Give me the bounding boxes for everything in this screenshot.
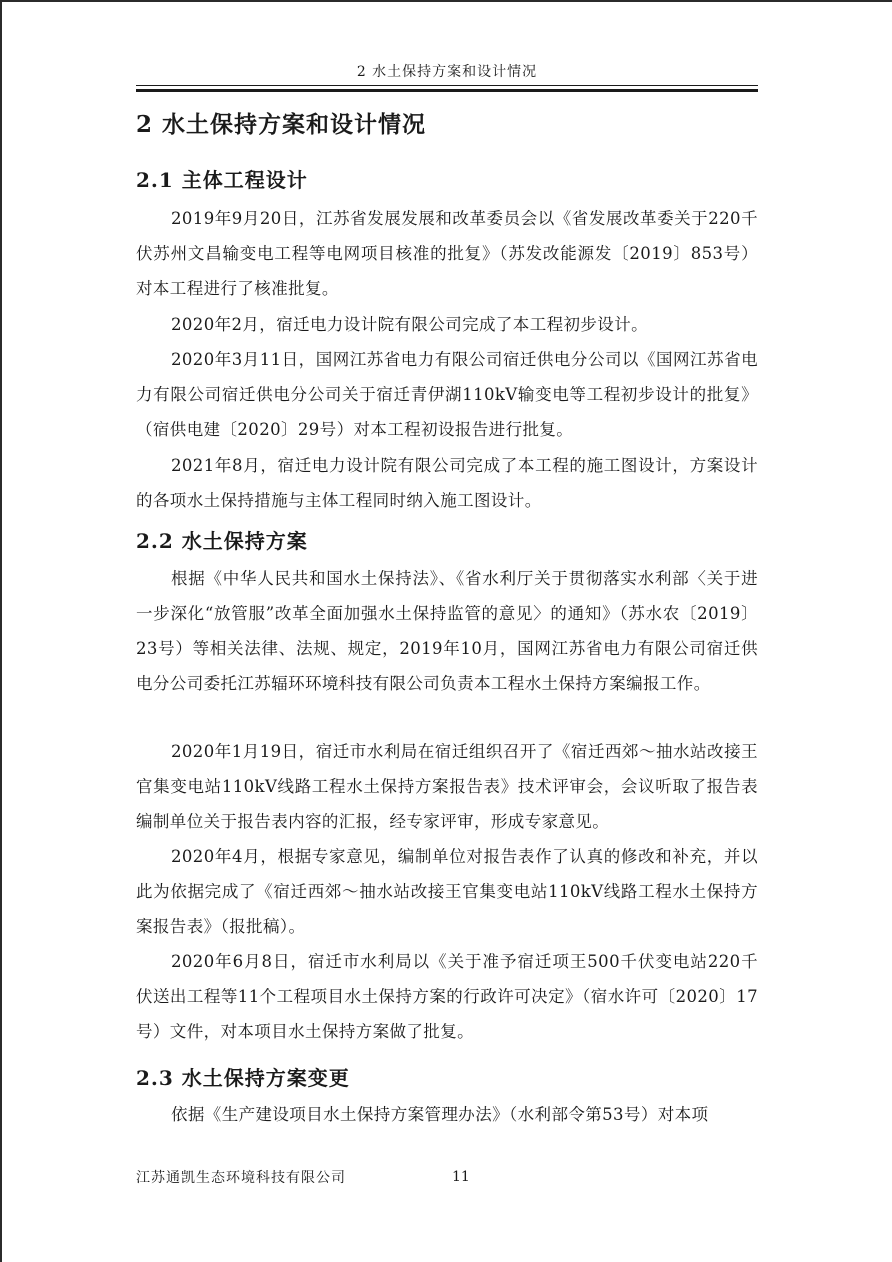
- paragraph: 2019年9月20日，江苏省发展发展和改革委员会以《省发展改革委关于220千伏苏州文昌输变电工程等电网项目核准的批复》（苏发改能源发〔2019〕853号）对本工程进行了核准批复。: [136, 209, 758, 298]
- header-rule-thick: [136, 89, 758, 92]
- paragraph: 根据《中华人民共和国水土保持法》、《省水利厅关于贯彻落实水利部〈关于进一步深化“放管服”改革全面加强水土保持监管的意见〉的通知》（苏水农〔2019〕23号）等相关法律、法规、规定，2019年10月，国网江苏省电力有限公司宿迁供电分公司委托江苏辐环环境科技有限公司负责本工程水土保持方案编报工作。: [136, 569, 758, 693]
- footer-company: 江苏通凯生态环境科技有限公司: [136, 1170, 346, 1186]
- section-heading-2-1: 2.1 主体工程设计: [136, 168, 308, 192]
- paragraph: 2021年8月，宿迁电力设计院有限公司完成了本工程的施工图设计，方案设计的各项水土保持措施与主体工程同时纳入施工图设计。: [136, 456, 758, 510]
- paragraph: 2020年2月，宿迁电力设计院有限公司完成了本工程初步设计。: [171, 315, 648, 334]
- paragraph: 依据《生产建设项目水土保持方案管理办法》（水利部令第53号）对本项: [171, 1105, 709, 1124]
- paragraph: 2020年6月8日，宿迁市水利局以《关于准予宿迁项王500千伏变电站220千伏送出工程等11个工程项目水土保持方案的行政许可决定》（宿水许可〔2020〕17号）文件，对本项目水土保持方案做了批复。: [136, 952, 758, 1041]
- section-heading-2-3: 2.3 水土保持方案变更: [136, 1066, 350, 1090]
- chapter-title: 2 水土保持方案和设计情况: [136, 111, 427, 138]
- page-border-top: [0, 0, 892, 2]
- paragraph: 2020年1月19日，宿迁市水利局在宿迁组织召开了《宿迁西郊～抽水站改接王官集变电站110kV线路工程水土保持方案报告表》技术评审会，会议听取了报告表编制单位关于报告表内容的汇报，经专家评审，形成专家意见。: [136, 742, 758, 831]
- header-rule-thin: [136, 85, 758, 86]
- section-heading-2-2: 2.2 水土保持方案: [136, 529, 308, 553]
- paragraph: 2020年4月，根据专家意见，编制单位对报告表作了认真的修改和补充，并以此为依据完成了《宿迁西郊～抽水站改接王官集变电站110kV线路工程水土保持方案报告表》（报批稿）。: [136, 847, 758, 936]
- page-border-left: [0, 0, 2, 1262]
- paragraph: 2020年3月11日，国网江苏省电力有限公司宿迁供电分公司以《国网江苏省电力有限公司宿迁供电分公司关于宿迁青伊湖110kV输变电等工程初步设计的批复》（宿供电建〔2020〕29号）对本工程初设报告进行批复。: [136, 350, 758, 439]
- page-number: 11: [452, 1169, 470, 1185]
- running-header: 2 水土保持方案和设计情况: [356, 64, 538, 80]
